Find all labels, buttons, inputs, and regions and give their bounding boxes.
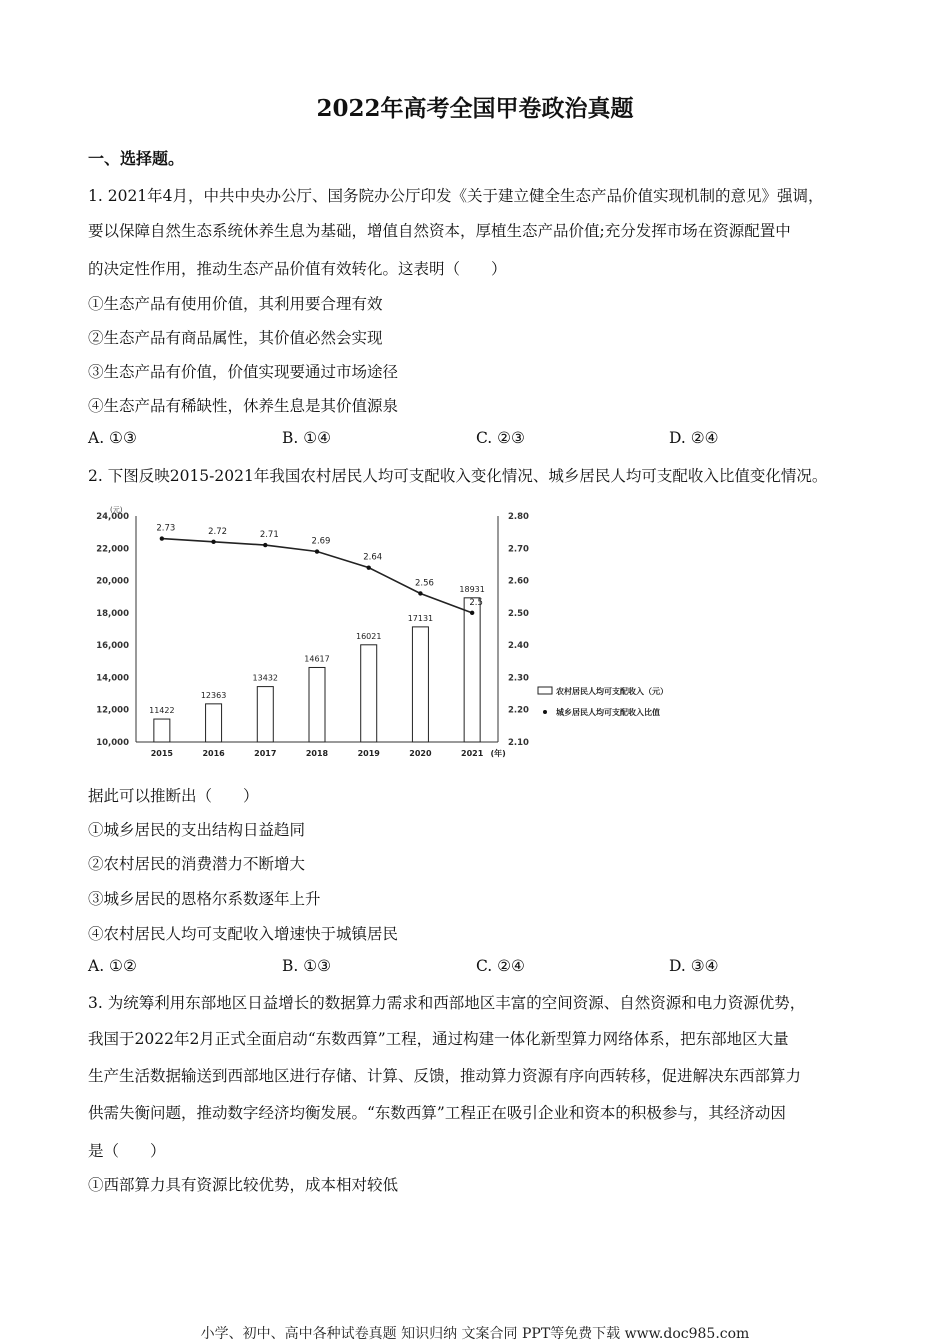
ratio-point <box>211 540 215 544</box>
q3-line: 是（ ） <box>88 1142 166 1160</box>
x-tick-label: 2019 <box>357 749 380 758</box>
right-tick-label: 2.70 <box>508 544 529 555</box>
ratio-point <box>160 536 164 540</box>
right-tick-label: 2.60 <box>508 576 529 587</box>
ratio-point <box>418 591 422 595</box>
section-heading: 一、选择题。 <box>88 149 185 168</box>
chart-bars <box>149 585 485 742</box>
left-tick-label: 10,000 <box>96 738 129 748</box>
x-tick-label: 2018 <box>305 749 329 758</box>
right-tick-label: 2.10 <box>508 738 529 748</box>
x-tick-label: 2021 <box>461 749 484 758</box>
ratio-value-label: 2.73 <box>156 523 176 534</box>
ratio-value-label: 2.71 <box>259 530 279 541</box>
q3-statement: ①西部算力具有资源比较优势，成本相对较低 <box>88 1176 399 1194</box>
x-tick-label: 2017 <box>254 749 277 758</box>
q1-line: 1. 2021年4月，中共中央办公厅、国务院办公厅印发《关于建立健全生态产品价值实现机制的意见》强调， <box>88 187 824 205</box>
left-unit-label: (元) <box>110 506 123 514</box>
right-tick-label: 2.40 <box>508 641 529 652</box>
right-tick-label: 2.30 <box>508 673 529 684</box>
bar-value-label: 14617 <box>304 654 330 664</box>
ratio-value-label: 2.5 <box>469 597 483 608</box>
income-chart <box>88 500 728 768</box>
q1-statement: ①生态产品有使用价值，其利用要合理有效 <box>88 295 383 313</box>
income-bar <box>361 645 377 742</box>
x-tick-label: 2016 <box>202 749 225 758</box>
ratio-point <box>367 565 371 569</box>
income-bar <box>464 598 480 742</box>
bar-value-label: 12363 <box>200 690 227 700</box>
left-tick-label: 12,000 <box>96 705 129 716</box>
ratio-point <box>263 543 267 547</box>
ratio-value-label: 2.56 <box>414 578 434 589</box>
q2-option-c[interactable]: C. ②④ <box>476 957 525 975</box>
q2-statement: ①城乡居民的支出结构日益趋同 <box>88 821 306 839</box>
x-tick-label: 2015 <box>150 749 173 758</box>
legend-bar-swatch <box>538 687 552 694</box>
income-bar <box>309 667 325 742</box>
ratio-point <box>470 611 474 615</box>
chart-legend <box>538 686 668 717</box>
bar-value-label: 11422 <box>149 706 175 716</box>
bar-value-label: 17131 <box>407 613 434 623</box>
legend-line-swatch <box>543 710 547 714</box>
left-tick-label: 16,000 <box>96 641 129 652</box>
q3-line: 供需失衡问题，推动数字经济均衡发展。“东数西算”工程正在吸引企业和资本的积极参与，其经济动因 <box>88 1104 786 1122</box>
q1-line: 的决定性作用，推动生态产品价值有效转化。这表明（ ） <box>88 260 507 278</box>
q1-option-c[interactable]: C. ②③ <box>476 429 525 447</box>
q2-statement: ④农村居民人均可支配收入增速快于城镇居民 <box>88 925 399 943</box>
ratio-point <box>315 549 319 553</box>
q2-stem: 2. 下图反映2015-2021年我国农村居民人均可支配收入变化情况、城乡居民人均可支配收入比值变化情况。 <box>88 467 828 485</box>
legend-line-label: 城乡居民人均可支配收入比值 <box>556 708 660 717</box>
right-tick-label: 2.20 <box>508 705 529 716</box>
income-bar <box>412 627 428 742</box>
q2-option-b[interactable]: B. ①③ <box>282 957 332 975</box>
bar-value-label: 18931 <box>459 584 485 594</box>
q1-option-b[interactable]: B. ①④ <box>282 429 332 447</box>
right-tick-label: 2.50 <box>508 608 529 619</box>
q1-line: 要以保障自然生态系统休养生息为基础，增值自然资本，厚植生态产品价值;充分发挥市场在资源配置中 <box>88 222 791 240</box>
q1-option-a[interactable]: A. ①③ <box>88 429 137 447</box>
right-tick-label: 2.80 <box>508 512 529 522</box>
page-title: 2022年高考全国甲卷政治真题 <box>316 95 634 122</box>
left-tick-label: 22,000 <box>96 544 129 555</box>
income-bar <box>206 704 222 742</box>
page-footer[interactable]: 小学、初中、高中各种试卷真题 知识归纳 文案合同 PPT等免费下载 www.doc985.com <box>200 1326 750 1342</box>
q1-option-d[interactable]: D. ②④ <box>669 429 719 447</box>
ratio-value-label: 2.69 <box>311 536 331 547</box>
q2-prompt: 据此可以推断出（ ） <box>88 787 259 805</box>
q3-line: 生产生活数据输送到西部地区进行存储、计算、反馈，推动算力资源有序向西转移，促进解决东西部算力 <box>88 1067 802 1085</box>
q2-option-a[interactable]: A. ①② <box>88 957 137 975</box>
q2-option-d[interactable]: D. ③④ <box>669 957 719 975</box>
ratio-value-label: 2.72 <box>208 526 228 537</box>
q2-statement: ③城乡居民的恩格尔系数逐年上升 <box>88 890 321 908</box>
q3-line: 我国于2022年2月正式全面启动“东数西算”工程，通过构建一体化新型算力网络体系，把东部地区大量 <box>88 1030 789 1048</box>
left-tick-label: 20,000 <box>96 576 129 587</box>
income-bar <box>257 687 273 742</box>
bar-value-label: 16021 <box>355 631 382 641</box>
q1-statement: ④生态产品有稀缺性，休养生息是其价值源泉 <box>88 397 399 415</box>
bar-value-label: 13432 <box>252 673 279 683</box>
q3-line: 3. 为统筹利用东部地区日益增长的数据算力需求和西部地区丰富的空间资源、自然资源和电力资源优势， <box>88 994 806 1012</box>
q1-statement: ②生态产品有商品属性，其价值必然会实现 <box>88 329 383 347</box>
legend-bar-label: 农村居民人均可支配收入（元） <box>556 687 668 696</box>
q1-statement: ③生态产品有价值，价值实现要通过市场途径 <box>88 363 399 381</box>
left-tick-label: 18,000 <box>96 608 129 619</box>
chart-line <box>156 524 483 615</box>
ratio-value-label: 2.64 <box>363 552 383 563</box>
q2-statement: ②农村居民的消费潜力不断增大 <box>88 855 306 873</box>
left-tick-label: 24,000 <box>96 512 129 522</box>
left-tick-label: 14,000 <box>96 673 129 684</box>
income-bar <box>154 719 170 742</box>
x-unit-label: (年) <box>490 749 506 758</box>
x-tick-label: 2020 <box>409 749 432 758</box>
